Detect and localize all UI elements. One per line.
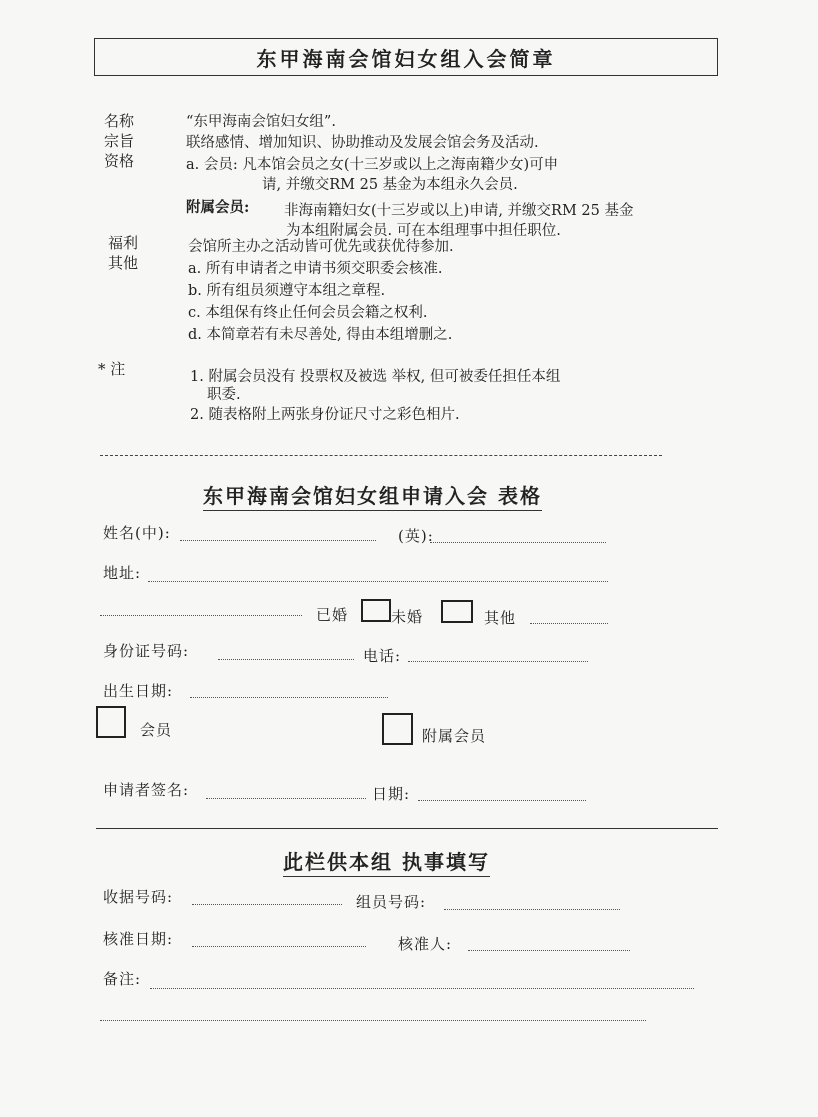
member-number-field[interactable] bbox=[444, 909, 620, 910]
approver-label: 核准人: bbox=[398, 935, 453, 953]
associate-member-line1: 非海南籍妇女(十三岁或以上)申请, 并缴交RM 25 基金 bbox=[284, 203, 634, 219]
married-label: 已婚 bbox=[316, 606, 349, 624]
ic-label: 身份证号码: bbox=[103, 642, 190, 660]
associate-member-checkbox[interactable] bbox=[382, 713, 413, 745]
remarks-label: 备注: bbox=[103, 970, 142, 988]
other-item-a: a. 所有申请者之申请书须交职委会核准. bbox=[188, 261, 443, 277]
address-field-line1[interactable] bbox=[148, 581, 608, 582]
date-field[interactable] bbox=[418, 800, 586, 801]
associate-member-label: 附属会员: bbox=[186, 199, 250, 216]
aim-value: 联络感情、增加知识、协助推动及发展会馆会务及活动. bbox=[186, 135, 539, 151]
phone-field[interactable] bbox=[408, 661, 588, 662]
receipt-field[interactable] bbox=[192, 904, 342, 905]
approval-date-label: 核准日期: bbox=[103, 930, 174, 948]
other-item-c: c. 本组保有终止任何会员会籍之权利. bbox=[188, 305, 428, 321]
unmarried-label: 未婚 bbox=[391, 608, 424, 626]
associate-member-option-label: 附属会员 bbox=[422, 727, 487, 745]
name-en-label: (英): bbox=[398, 527, 434, 545]
cut-line bbox=[100, 455, 662, 456]
approval-date-field[interactable] bbox=[192, 946, 366, 947]
ic-field[interactable] bbox=[218, 659, 354, 660]
section-divider bbox=[96, 828, 718, 829]
receipt-label: 收据号码: bbox=[103, 888, 174, 906]
name-cn-field[interactable] bbox=[180, 540, 376, 541]
name-value: “东甲海南会馆妇女组”. bbox=[186, 114, 336, 130]
welfare-label: 福利 bbox=[108, 234, 139, 252]
other-label: 其他 bbox=[108, 254, 139, 272]
remarks-field-line2[interactable] bbox=[100, 1020, 646, 1021]
marital-other-field[interactable] bbox=[530, 623, 608, 624]
qualification-label: 资格 bbox=[104, 152, 135, 170]
unmarried-checkbox[interactable] bbox=[441, 600, 473, 623]
dob-field[interactable] bbox=[190, 697, 388, 698]
office-title: 此栏供本组 执事填写 bbox=[283, 846, 490, 877]
marital-other-label: 其他 bbox=[484, 609, 517, 627]
aim-label: 宗旨 bbox=[104, 132, 135, 150]
dob-label: 出生日期: bbox=[103, 682, 174, 700]
note-label: * 注 bbox=[98, 360, 126, 378]
date-label: 日期: bbox=[372, 785, 411, 803]
member-label: 会员 bbox=[140, 721, 173, 739]
other-item-d: d. 本简章若有未尽善处, 得由本组增删之. bbox=[188, 327, 453, 343]
signature-field[interactable] bbox=[206, 798, 366, 799]
qualification-a-line1: a. 会员: 凡本馆会员之女(十三岁或以上之海南籍少女)可申 bbox=[186, 157, 559, 173]
approver-field[interactable] bbox=[468, 950, 630, 951]
signature-label: 申请者签名: bbox=[103, 781, 190, 799]
address-field-line2[interactable] bbox=[100, 615, 302, 616]
member-number-label: 组员号码: bbox=[356, 893, 427, 911]
remarks-field-line1[interactable] bbox=[150, 988, 694, 989]
married-checkbox[interactable] bbox=[361, 599, 391, 622]
qualification-a-line2: 请, 并缴交RM 25 基金为本组永久会员. bbox=[262, 177, 518, 193]
name-cn-label: 姓名(中): bbox=[103, 524, 171, 542]
address-label: 地址: bbox=[103, 564, 142, 582]
welfare-value: 会馆所主办之活动皆可优先或获优待参加. bbox=[188, 239, 454, 255]
phone-label: 电话: bbox=[363, 647, 402, 665]
note-2: 2. 随表格附上两张身份证尺寸之彩色相片. bbox=[190, 407, 460, 423]
form-title: 东甲海南会馆妇女组申请入会 表格 bbox=[203, 480, 542, 511]
name-en-field[interactable] bbox=[430, 542, 606, 543]
name-label: 名称 bbox=[104, 112, 135, 130]
other-item-b: b. 所有组员须遵守本组之章程. bbox=[188, 283, 386, 299]
note-1-line1: 1. 附属会员没有 投票权及被选 举权, 但可被委任担任本组 bbox=[190, 369, 561, 385]
associate-member-line2: 为本组附属会员. 可在本组理事中担任职位. bbox=[286, 223, 561, 239]
rules-title: 东甲海南会馆妇女组入会简章 bbox=[94, 38, 718, 76]
member-checkbox[interactable] bbox=[96, 706, 126, 738]
note-1-line2: 职委. bbox=[207, 387, 241, 403]
